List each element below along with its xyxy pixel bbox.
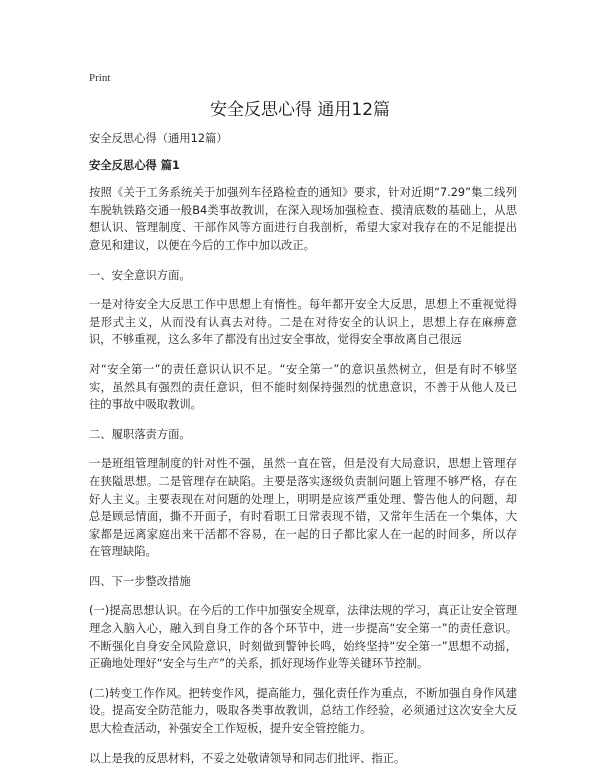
paragraph-safety-awareness-2: 对“安全第一”的责任意识认识不足。“安全第一”的意识虽然树立，但是有时不够坚实，虽然具有强烈的责任意识，但不能时刻保持强烈的忧患意识，不善于从他人及已往的事故中吸取教训。 xyxy=(89,362,517,412)
document-subtitle: 安全反思心得（通用12篇） xyxy=(89,132,228,145)
heading-safety-awareness: 一、安全意识方面。 xyxy=(89,268,191,282)
print-label: Print xyxy=(89,72,111,84)
document-body xyxy=(89,130,517,775)
paragraph-step-one: (一)提高思想认识。在今后的工作中加强安全规章，法律法规的学习，真正让安全管理理念入脑入心，融入到自身工作的各个环节中，进一步提高“安全第一”的责任意识。不断强化自身安全风险意识，时刻做到警钟长鸣，始终坚持“安全第一”思想不动摇，正确地处理好“安全与生产”的关系，抓好现场作业等关键环节控制。 xyxy=(89,604,517,671)
paragraph-step-two: (二)转变工作作风。把转变作风，提高能力，强化责任作为重点，不断加强自身作风建设。提高安全防范能力，吸取各类事故教训，总结工作经验，必须通过这次安全大反思大检查活动，补强安全工作短板，提升安全管控能力。 xyxy=(89,686,517,736)
paragraph-closing: 以上是我的反思材料，不妥之处敬请领导和同志们批评、指正。 xyxy=(89,751,406,765)
document-title: 安全反思心得 通用12篇 xyxy=(209,100,391,120)
heading-duty-performance: 二、履职落责方面。 xyxy=(89,427,191,441)
paragraph-duty-performance: 一是班组管理制度的针对性不强，虽然一直在管，但是没有大局意识，思想上管理存在狭隘思想。二是管理存在缺陷。主要是落实逐级负责制问题上管理不够严格，存在好人主义。主要表现在对问题的处理上，明明是应该严重处理、警告他人的问题，却总是顾忌情面，撕不开面子，有时看职工日常表现不错，又常年生活在一个集体，大家都是远离家庭出来干活都不容易，在一起的日子都比家人在一起的时间多，所以存在管理缺陷。 xyxy=(89,457,517,559)
heading-next-steps: 四、下一步整改措施 xyxy=(89,574,191,588)
section-title: 安全反思心得 篇1 xyxy=(89,158,180,172)
paragraph-safety-awareness-1: 一是对待安全大反思工作中思想上有惰性。每年都开安全大反思，思想上不重视觉得是形式主义，从而没有认真去对待。二是在对待安全的认识上，思想上存在麻痹意识，不够重视，这么多年了都没有出过安全事故，觉得安全事故离自己很远 xyxy=(89,298,517,347)
paragraph-intro: 按照《关于工务系统关于加强列车径路检查的通知》要求，针对近期“7.29”集二线列车脱轨铁路交通一般B4类事故教训，在深入现场加强检查、摸清底数的基础上，从思想认识、管理制度、干部作风等方面进行自我剖析，希望大家对我存在的不足能提出意见和建议，以便在今后的工作中加以改正。 xyxy=(89,186,517,252)
